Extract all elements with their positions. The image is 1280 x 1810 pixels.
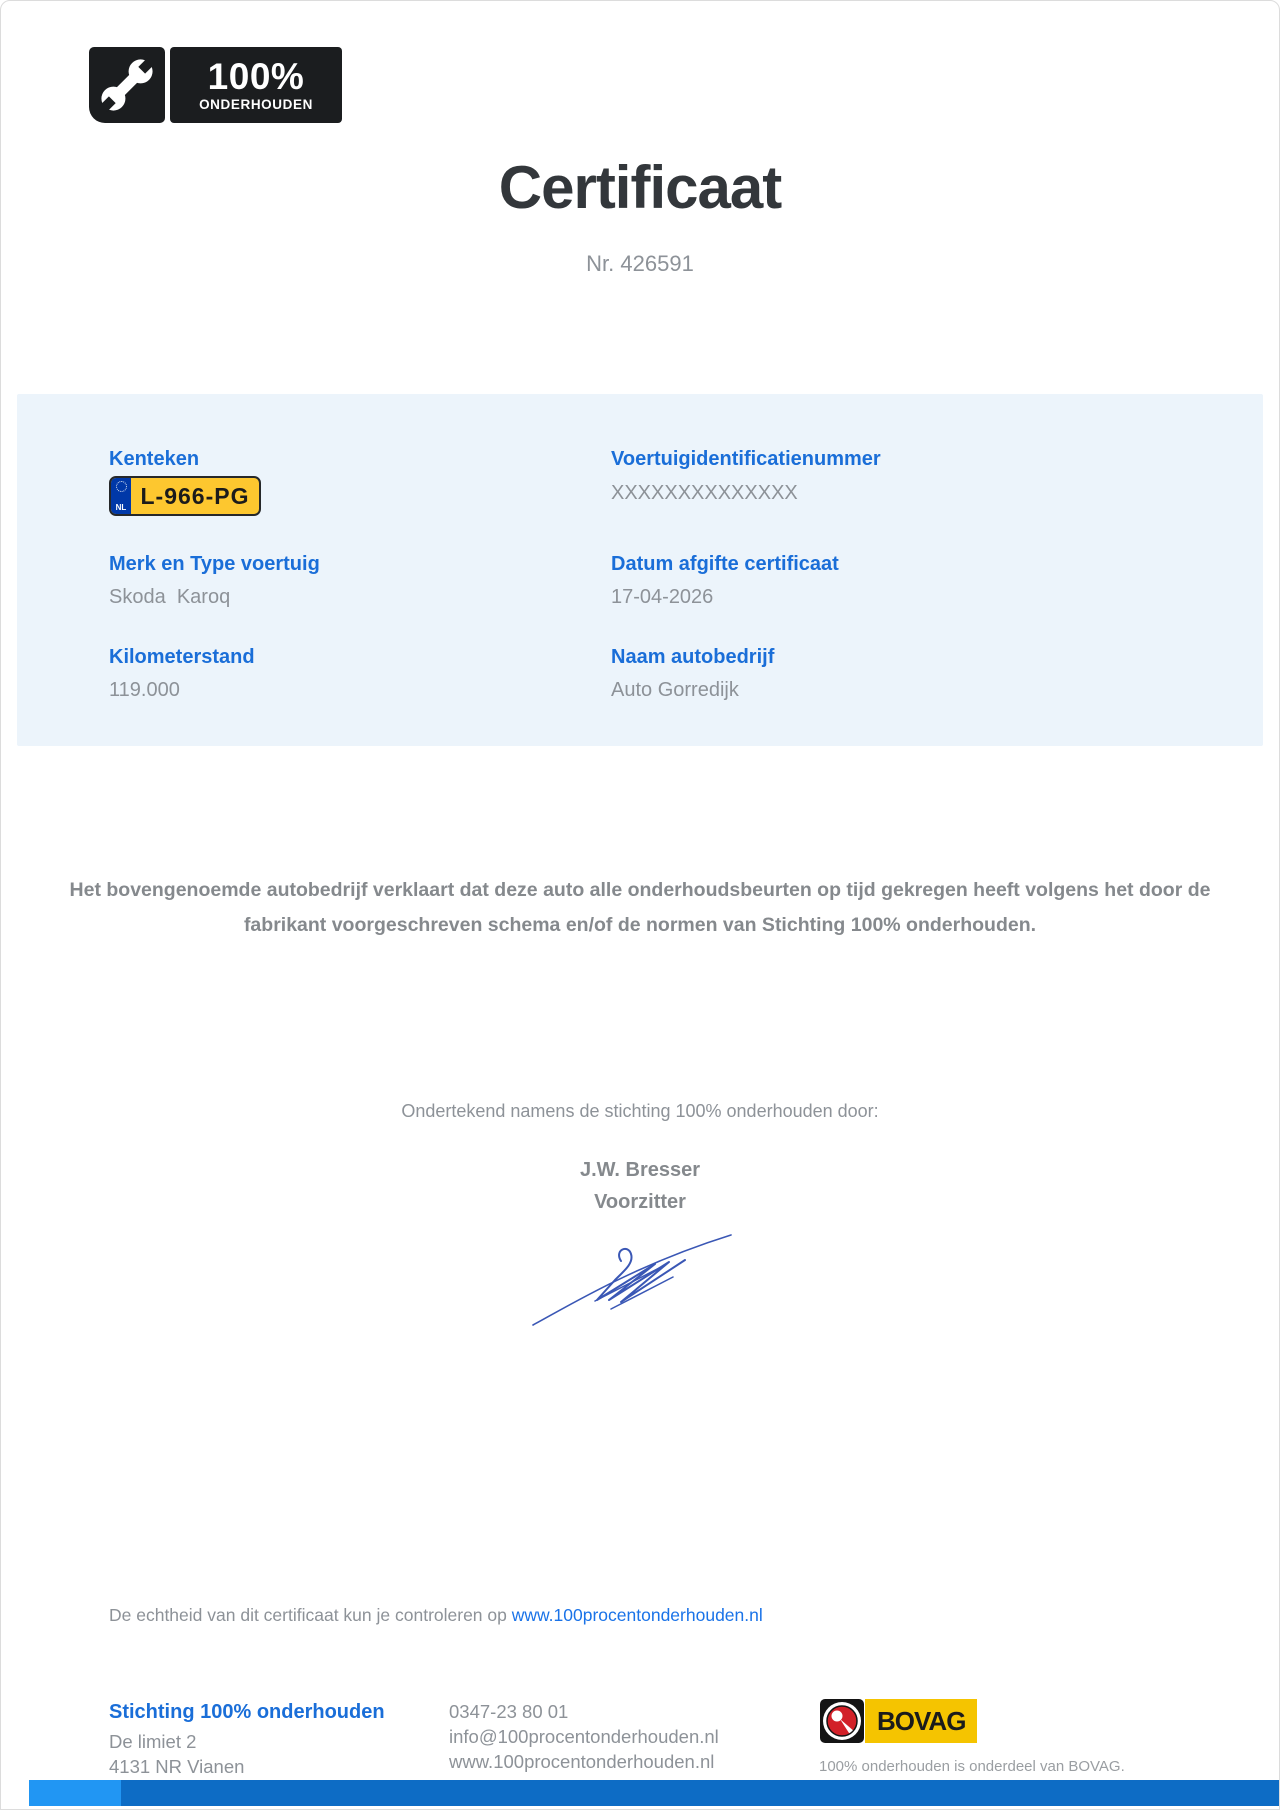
vehicle-info-panel <box>17 394 1263 746</box>
datum-label: Datum afgifte certificaat <box>611 553 839 575</box>
kilometerstand-value: 119.000 <box>109 679 180 701</box>
autobedrijf-label: Naam autobedrijf <box>611 646 775 668</box>
merk-value: Skoda Karoq <box>109 586 231 608</box>
wrench-icon-svg <box>95 53 159 117</box>
tachometer-icon <box>819 1699 865 1743</box>
brand-logo <box>89 47 342 123</box>
merk-label: Merk en Type voertuig <box>109 553 320 575</box>
license-plate-eu-strip <box>111 478 131 514</box>
bovag-logo <box>819 1699 977 1743</box>
datum-value: 17-04-2026 <box>611 586 714 608</box>
license-plate <box>109 476 261 516</box>
footer-accent-bar <box>29 1780 1279 1806</box>
verification-line <box>109 1605 763 1626</box>
footer-address-line2: 4131 NR Vianen <box>109 1756 245 1777</box>
vin-value: XXXXXXXXXXXXXX <box>611 482 798 504</box>
footer-org-name: Stichting 100% onderhouden <box>109 1701 385 1723</box>
logo-percent: 100% <box>207 56 305 98</box>
wrench-icon <box>89 47 165 123</box>
bovag-caption: 100% onderhouden is onderdeel van BOVAG. <box>819 1758 1125 1775</box>
footer-website: www.100procentonderhouden.nl <box>449 1751 715 1772</box>
kilometerstand-label: Kilometerstand <box>109 646 255 668</box>
verification-text: De echtheid van dit certificaat kun je controleren op <box>109 1605 512 1625</box>
eu-stars-icon <box>116 481 127 492</box>
logo-brand: ONDERHOUDEN <box>199 97 313 113</box>
footer-email: info@100procentonderhouden.nl <box>449 1726 719 1747</box>
signer-name: J.W. Bresser <box>579 1159 701 1181</box>
footer-phone: 0347-23 80 01 <box>449 1701 569 1722</box>
footer-accent-bar-light-segment <box>29 1780 121 1806</box>
footer-address-line1: De limiet 2 <box>109 1731 197 1752</box>
autobedrijf-value: Auto Gorredijk <box>611 679 739 701</box>
signing-intro: Ondertekend namens de stichting 100% onderhouden door: <box>401 1101 879 1121</box>
vin-label: Voertuigidentificatienummer <box>611 448 881 470</box>
logo-wordmark <box>170 47 342 123</box>
handwritten-signature <box>525 1223 755 1343</box>
page-title: Certificaat <box>498 154 782 221</box>
plate-country-code: NL <box>115 503 127 512</box>
verification-link[interactable]: www.100procentonderhouden.nl <box>511 1605 763 1625</box>
certificate-number: Nr. 426591 <box>586 251 694 276</box>
signer-role: Voorzitter <box>594 1191 686 1213</box>
declaration-statement: Het bovengenoemde autobedrijf verklaart dat deze auto alle onderhoudsbeurten op tijd gekregen heeft volgens het door de fabrikant voorgeschreven schema en/of de normen van Stichting 100% onderhouden. <box>69 879 1211 937</box>
bovag-wordmark: BOVAG <box>865 1699 977 1743</box>
kenteken-label: Kenteken <box>109 448 200 470</box>
plate-number: L-966-PG <box>140 482 250 509</box>
